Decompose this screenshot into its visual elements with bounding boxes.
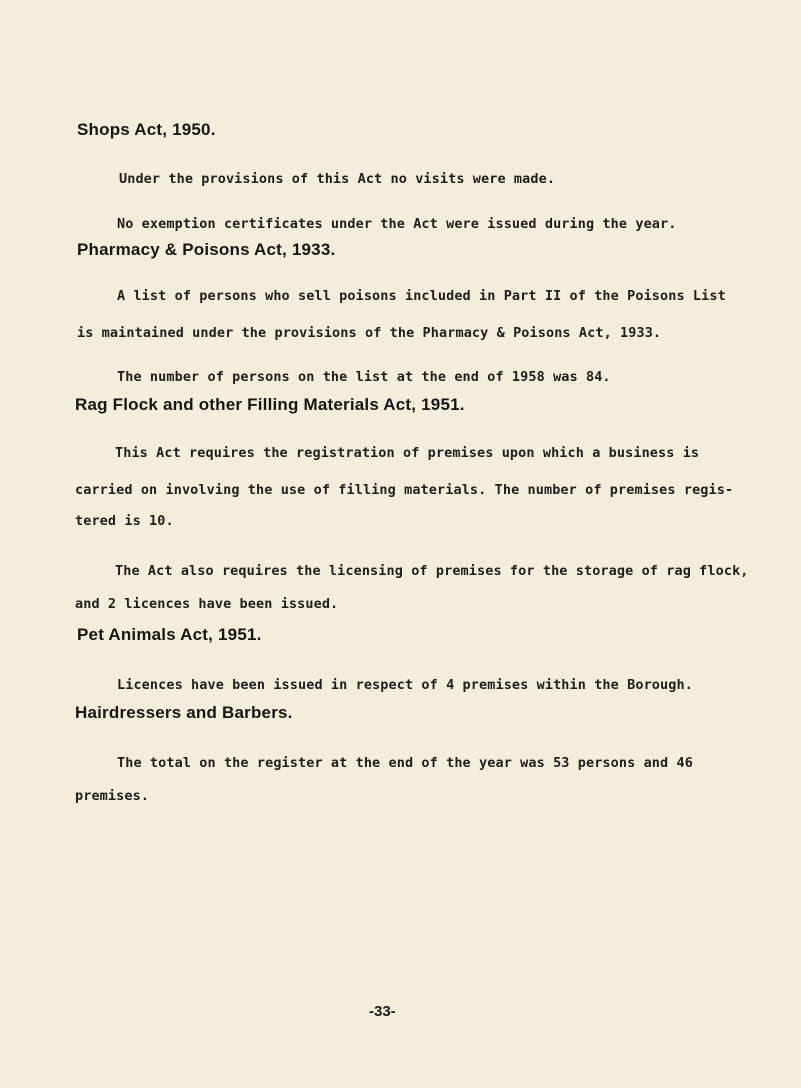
shops-act-line-1: Under the provisions of this Act no visits were made. <box>119 171 556 187</box>
section-heading-rag-flock-act: Rag Flock and other Filling Materials Act, 1951. <box>75 395 465 414</box>
page-number: -33- <box>369 1003 396 1020</box>
pharmacy-line-1: A list of persons who sell poisons included in Part II of the Poisons List <box>117 288 726 304</box>
section-heading-hairdressers-barbers: Hairdressers and Barbers. <box>75 703 293 722</box>
rag-flock-line-4: The Act also requires the licensing of premises for the storage of rag flock, <box>115 563 749 579</box>
hairdressers-line-1: The total on the register at the end of the year was 53 persons and 46 <box>117 755 693 771</box>
section-heading-shops-act: Shops Act, 1950. <box>77 120 216 139</box>
pharmacy-line-2: is maintained under the provisions of the Pharmacy & Poisons Act, 1933. <box>77 325 662 341</box>
rag-flock-line-2: carried on involving the use of filling materials. The number of premises regis- <box>75 482 734 498</box>
pharmacy-line-3: The number of persons on the list at the end of 1958 was 84. <box>117 369 611 385</box>
pet-animals-line-1: Licences have been issued in respect of 4 premises within the Borough. <box>117 677 693 693</box>
rag-flock-line-3: tered is 10. <box>75 513 174 529</box>
rag-flock-line-1: This Act requires the registration of premises upon which a business is <box>115 445 700 461</box>
rag-flock-line-5: and 2 licences have been issued. <box>75 596 339 612</box>
section-heading-pet-animals-act: Pet Animals Act, 1951. <box>77 625 262 644</box>
section-heading-pharmacy-poisons-act: Pharmacy & Poisons Act, 1933. <box>77 240 336 259</box>
hairdressers-line-2: premises. <box>75 788 150 804</box>
shops-act-line-2: No exemption certificates under the Act were issued during the year. <box>117 216 677 232</box>
